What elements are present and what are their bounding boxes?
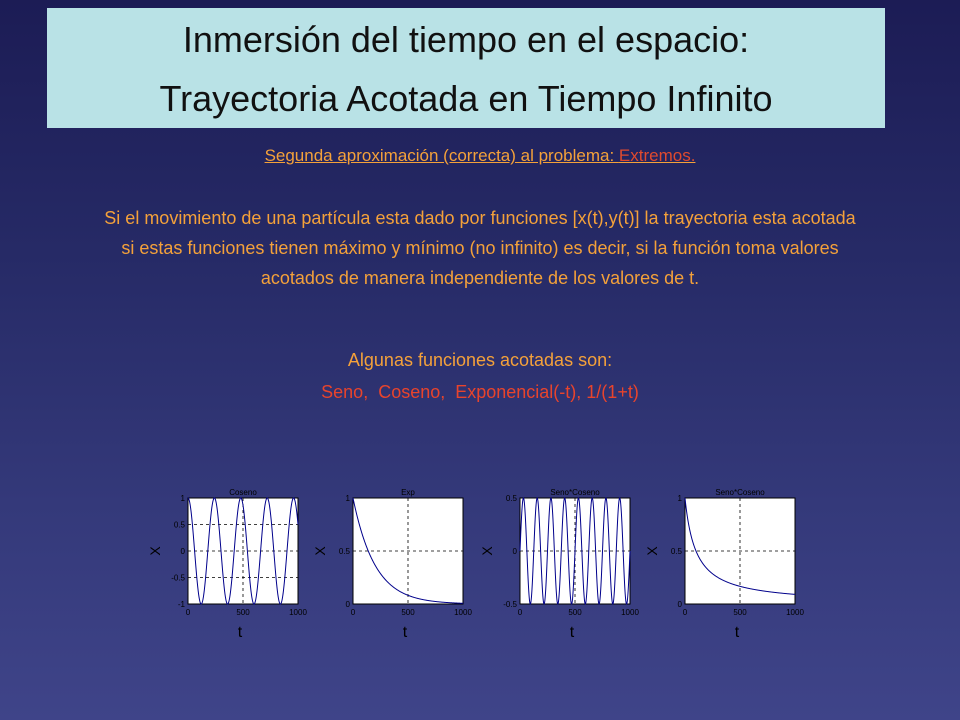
body-paragraph: Si el movimiento de una partícula esta dado por funciones [x(t),y(t)] la trayectoria esta acotada si estas funciones tienen máximo y mínimo (no infinito) es decir, si la función toma valores acotados de manera independiente de los valores de t. xyxy=(104,208,856,288)
chart-title: Coseno xyxy=(229,488,257,497)
chart-ylabel: X xyxy=(312,546,328,556)
chart-4 xyxy=(644,488,804,641)
chart-ytick-label: 0.5 xyxy=(173,520,185,530)
chart-ylabel: X xyxy=(644,546,660,556)
chart-xtick-label: 500 xyxy=(401,608,415,617)
chart-title: Seno*Coseno xyxy=(550,488,600,497)
chart-title: Exp xyxy=(401,488,415,497)
chart-xtick-label: 1000 xyxy=(454,608,472,617)
chart-xtick-label: 1000 xyxy=(621,608,639,617)
chart-xtick-label: 500 xyxy=(733,608,747,617)
chart-ylabel: X xyxy=(147,546,163,556)
chart-xtick-label: 0 xyxy=(350,608,356,617)
chart-ytick-label: 0.5 xyxy=(505,494,517,503)
chart-xtick-label: 500 xyxy=(568,608,582,617)
chart-ytick-label: 0.5 xyxy=(338,547,350,556)
chart-ytick-label: -0.5 xyxy=(503,600,517,609)
chart-ytick-label: 0.5 xyxy=(670,547,682,556)
chart-ytick-label: 1 xyxy=(345,494,350,503)
chart-xtick-label: 0 xyxy=(185,608,191,617)
chart-3 xyxy=(479,488,639,641)
chart-xlabel: t xyxy=(402,624,408,641)
chart-xtick-label: 1000 xyxy=(786,608,804,617)
subtitle-accent: Extremos. xyxy=(618,146,696,165)
slide-title-line-2: Trayectoria Acotada en Tiempo Infinito xyxy=(159,78,773,119)
subtitle-main: Segunda aproximación (correcta) al problema: xyxy=(264,146,619,165)
examples-intro: Algunas funciones acotadas son: xyxy=(347,350,613,370)
chart-1 xyxy=(147,488,307,641)
chart-ytick-label: 0 xyxy=(345,600,350,609)
chart-xtick-label: 500 xyxy=(236,608,250,617)
chart-ytick-label: 1 xyxy=(180,494,185,503)
slide-title-line-1: Inmersión del tiempo en el espacio: xyxy=(182,19,750,60)
chart-xtick-label: 0 xyxy=(682,608,688,617)
chart-2 xyxy=(312,488,472,641)
chart-ylabel: X xyxy=(479,546,495,556)
chart-xlabel: t xyxy=(237,624,243,641)
chart-ytick-label: 0 xyxy=(677,600,682,609)
chart-xlabel: t xyxy=(734,624,740,641)
chart-xtick-label: 1000 xyxy=(289,608,307,617)
chart-ytick-label: -1 xyxy=(177,600,185,609)
examples-list: Seno, Coseno, Exponencial(-t), 1/(1+t) xyxy=(321,382,639,402)
chart-ytick-label: 0 xyxy=(512,547,517,556)
chart-xlabel: t xyxy=(569,624,575,641)
chart-title: Seno*Coseno xyxy=(715,488,765,497)
chart-ytick-label: 1 xyxy=(677,494,682,503)
chart-ytick-label: -0.5 xyxy=(171,573,185,583)
chart-ytick-label: 0 xyxy=(180,547,185,556)
chart-xtick-label: 0 xyxy=(517,608,523,617)
